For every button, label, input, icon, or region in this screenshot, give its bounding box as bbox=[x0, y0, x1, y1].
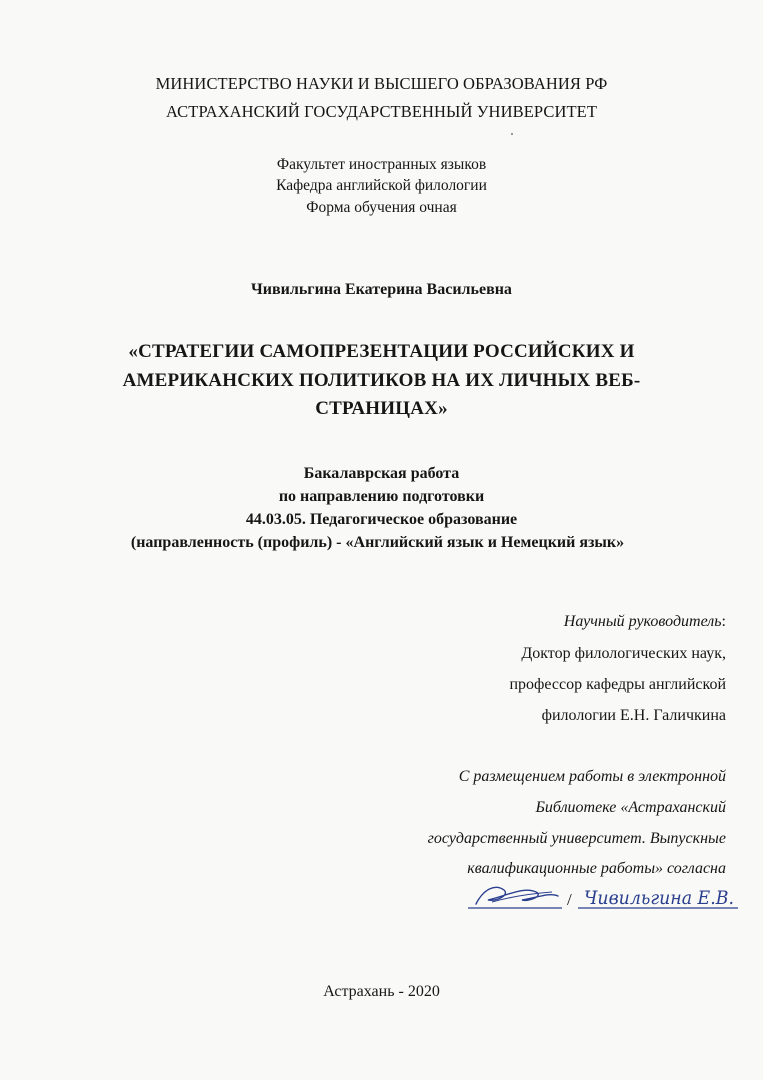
department-line: Кафедра английской филологии bbox=[276, 177, 487, 194]
work-code: 44.03.05. Педагогическое образование bbox=[245, 511, 518, 528]
supervisor-position: профессор кафедры английской bbox=[509, 676, 726, 693]
consent-line-3: государственный университет. Выпускные bbox=[427, 830, 726, 847]
consent-line-4: квалификационные работы» согласна bbox=[467, 860, 726, 877]
supervisor-name: филологии Е.Н. Галичкина bbox=[541, 707, 726, 724]
work-direction: по направлению подготовки bbox=[278, 488, 485, 505]
work-profile: (направленность (профиль) - «Английский язык и Немецкий язык» bbox=[130, 534, 625, 551]
consent-line-2: Библиотеке «Астраханский bbox=[535, 799, 726, 816]
handwritten-signature bbox=[466, 878, 741, 914]
work-type: Бакалаврская работа bbox=[303, 465, 460, 482]
thesis-title-line-1: «СТРАТЕГИИ САМОПРЕЗЕНТАЦИИ РОССИЙСКИХ И bbox=[128, 341, 635, 362]
university-heading: АСТРАХАНСКИЙ ГОСУДАРСТВЕННЫЙ УНИВЕРСИТЕТ bbox=[165, 102, 598, 121]
faculty-line: Факультет иностранных языков bbox=[276, 156, 487, 173]
ministry-heading: МИНИСТЕРСТВО НАУКИ И ВЫСШЕГО ОБРАЗОВАНИЯ РФ bbox=[155, 74, 608, 93]
supervisor-degree: Доктор филологических наук, bbox=[521, 645, 726, 662]
author-name: Чивильгина Екатерина Васильевна bbox=[251, 281, 512, 298]
consent-line-1: С размещением работы в электронной bbox=[458, 768, 726, 785]
supervisor-colon: : bbox=[721, 613, 726, 630]
signature-block bbox=[466, 878, 741, 914]
study-form-line: Форма обучения очная bbox=[306, 199, 457, 216]
city-year: Астрахань - 2020 bbox=[323, 983, 440, 1000]
supervisor-label: Научный руководитель bbox=[563, 613, 722, 630]
thesis-title-line-2: АМЕРИКАНСКИХ ПОЛИТИКОВ НА ИХ ЛИЧНЫХ ВЕБ- bbox=[122, 370, 641, 391]
thesis-title-line-3: СТРАНИЦАХ» bbox=[315, 398, 448, 419]
signature-separator: / bbox=[567, 890, 572, 909]
supervisor-label-row bbox=[564, 613, 726, 631]
scan-speck bbox=[511, 133, 513, 135]
signature-handwritten-name: Чивильгина Е.В. bbox=[584, 887, 734, 909]
